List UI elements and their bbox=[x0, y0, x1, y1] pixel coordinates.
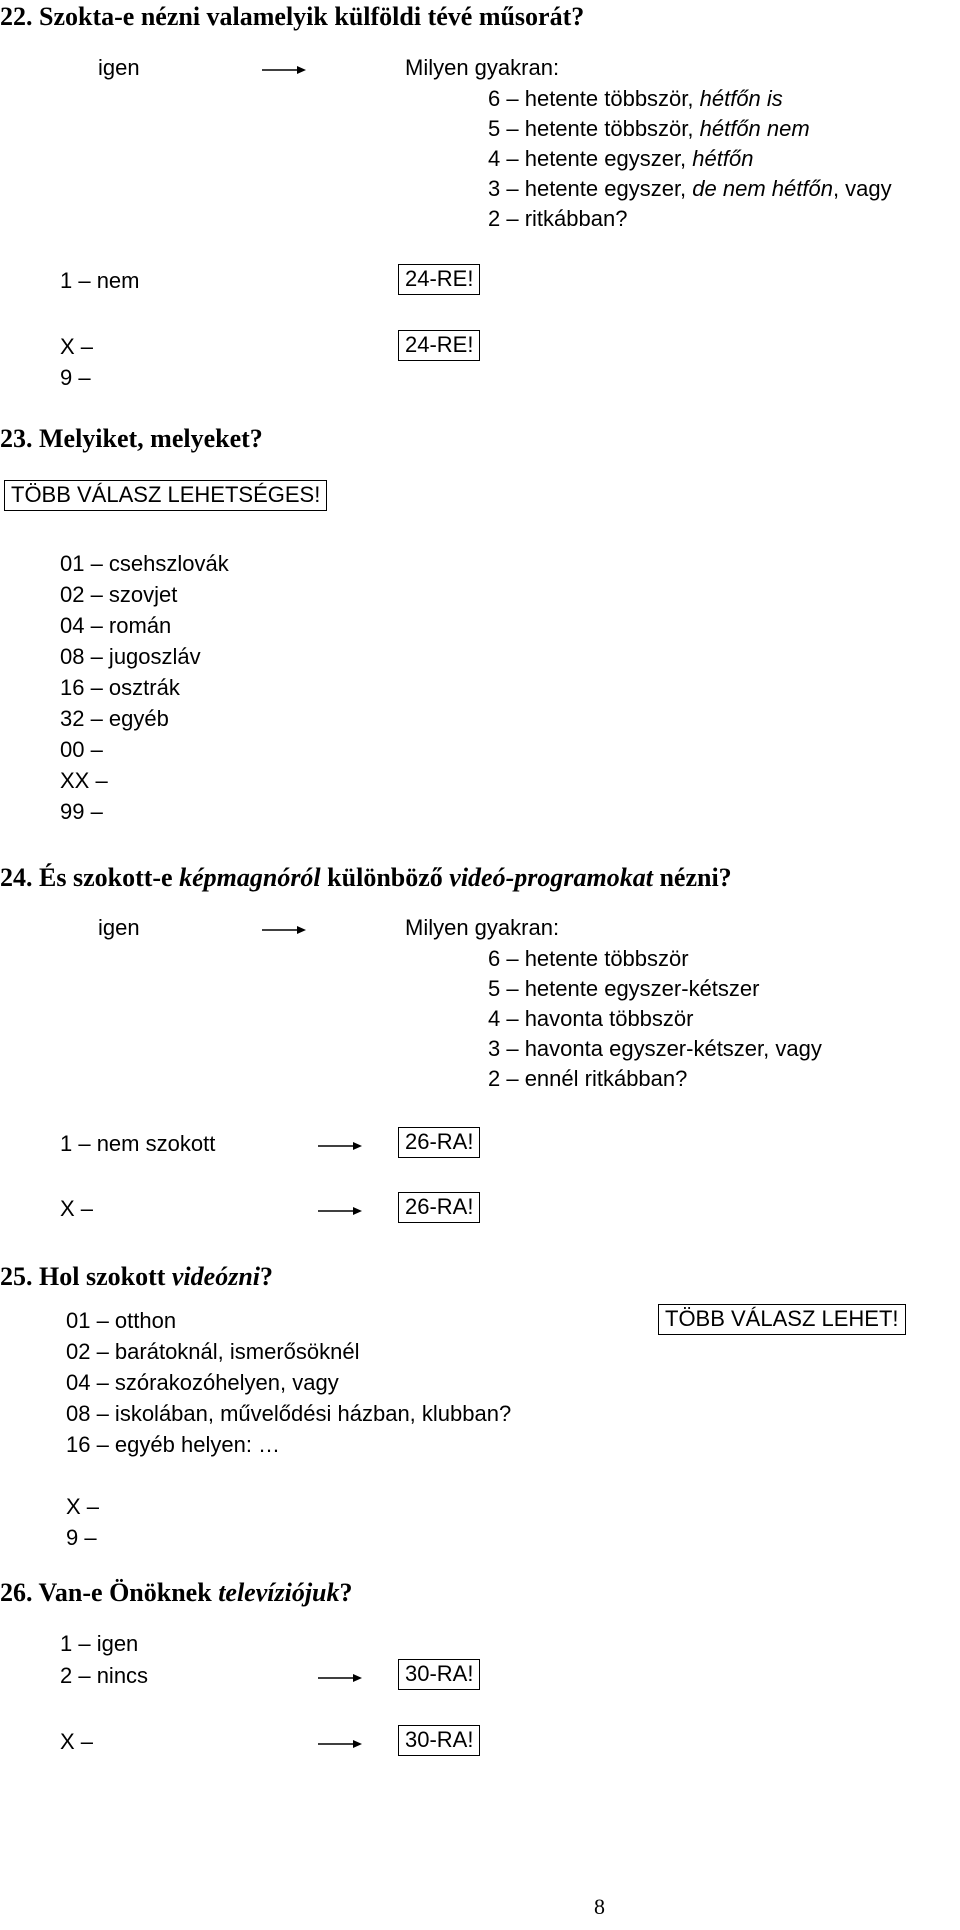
q23-note-box: TÖBB VÁLASZ LEHETSÉGES! bbox=[4, 480, 327, 511]
list-item: 04 – szórakozóhelyen, vagy bbox=[66, 1370, 339, 1395]
arrow-right-icon bbox=[318, 1203, 362, 1219]
list-item: 04 – román bbox=[60, 613, 172, 638]
list-item: 01 – otthon bbox=[66, 1308, 177, 1333]
list-item: XX – bbox=[60, 768, 108, 793]
q24-title: 24. És szokott-e képmagnóról különböző videó-programokat nézni? bbox=[0, 863, 732, 892]
list-item: 4 – havonta többször bbox=[488, 1006, 694, 1031]
list-item: 99 – bbox=[60, 799, 103, 824]
list-item: 6 – hetente többször bbox=[488, 946, 689, 971]
list-item: 3 – havonta egyszer-kétszer, vagy bbox=[488, 1036, 822, 1061]
list-item: 16 – osztrák bbox=[60, 675, 180, 700]
q26-skip-box: 30-RA! bbox=[398, 1659, 480, 1690]
q22-freq-label: Milyen gyakran: bbox=[405, 55, 560, 80]
q22-title: 22. Szokta-e nézni valamelyik külföldi tévé műsorát? bbox=[0, 2, 585, 31]
q22-freq-item: 2 – ritkábban? bbox=[488, 206, 628, 231]
list-item: 2 – ennél ritkábban? bbox=[488, 1066, 688, 1091]
q22-freq-item: 5 – hetente többször, hétfőn nem bbox=[488, 116, 810, 141]
arrow-right-icon bbox=[262, 922, 306, 938]
q22-nine: 9 – bbox=[60, 365, 91, 390]
q26-title: 26. Van-e Önöknek televíziójuk? bbox=[0, 1578, 353, 1607]
list-item: 01 – csehszlovák bbox=[60, 551, 229, 576]
q24-skip-box: 26-RA! bbox=[398, 1127, 480, 1158]
q25-note-box: TÖBB VÁLASZ LEHET! bbox=[658, 1304, 906, 1335]
list-item: 00 – bbox=[60, 737, 103, 762]
list-item: 5 – hetente egyszer-kétszer bbox=[488, 976, 760, 1001]
q26-x: X – bbox=[60, 1729, 94, 1754]
q22-skip-box: 24-RE! bbox=[398, 264, 480, 295]
arrow-right-icon bbox=[262, 62, 306, 78]
list-item: 16 – egyéb helyen: … bbox=[66, 1432, 281, 1457]
q24-yes: igen bbox=[98, 915, 140, 940]
q22-freq-item: 6 – hetente többször, hétfőn is bbox=[488, 86, 783, 111]
q24-skip-box: 26-RA! bbox=[398, 1192, 480, 1223]
arrow-right-icon bbox=[318, 1736, 362, 1752]
q22-x: X – bbox=[60, 334, 94, 359]
q25-nine: 9 – bbox=[66, 1525, 97, 1550]
q24-freq-label: Milyen gyakran: bbox=[405, 915, 560, 940]
q22-skip-box: 24-RE! bbox=[398, 330, 480, 361]
q22-yes: igen bbox=[98, 55, 140, 80]
arrow-right-icon bbox=[318, 1138, 362, 1154]
q26-no: 2 – nincs bbox=[60, 1663, 149, 1688]
page-number: 8 bbox=[594, 1894, 605, 1919]
q25-title: 25. Hol szokott videózni? bbox=[0, 1262, 273, 1291]
arrow-right-icon bbox=[318, 1670, 362, 1686]
list-item: 08 – iskolában, művelődési házban, klubban? bbox=[66, 1401, 512, 1426]
q26-yes: 1 – igen bbox=[60, 1631, 139, 1656]
q26-skip-box: 30-RA! bbox=[398, 1725, 480, 1756]
q22-freq-item: 3 – hetente egyszer, de nem hétfőn, vagy bbox=[488, 176, 892, 201]
q24-no: 1 – nem szokott bbox=[60, 1131, 216, 1156]
q24-x: X – bbox=[60, 1196, 94, 1221]
q23-title: 23. Melyiket, melyeket? bbox=[0, 424, 263, 453]
q25-x: X – bbox=[66, 1494, 100, 1519]
list-item: 02 – szovjet bbox=[60, 582, 178, 607]
list-item: 02 – barátoknál, ismerősöknél bbox=[66, 1339, 360, 1364]
list-item: 08 – jugoszláv bbox=[60, 644, 201, 669]
q22-freq-item: 4 – hetente egyszer, hétfőn bbox=[488, 146, 754, 171]
list-item: 32 – egyéb bbox=[60, 706, 169, 731]
q22-no: 1 – nem bbox=[60, 268, 140, 293]
